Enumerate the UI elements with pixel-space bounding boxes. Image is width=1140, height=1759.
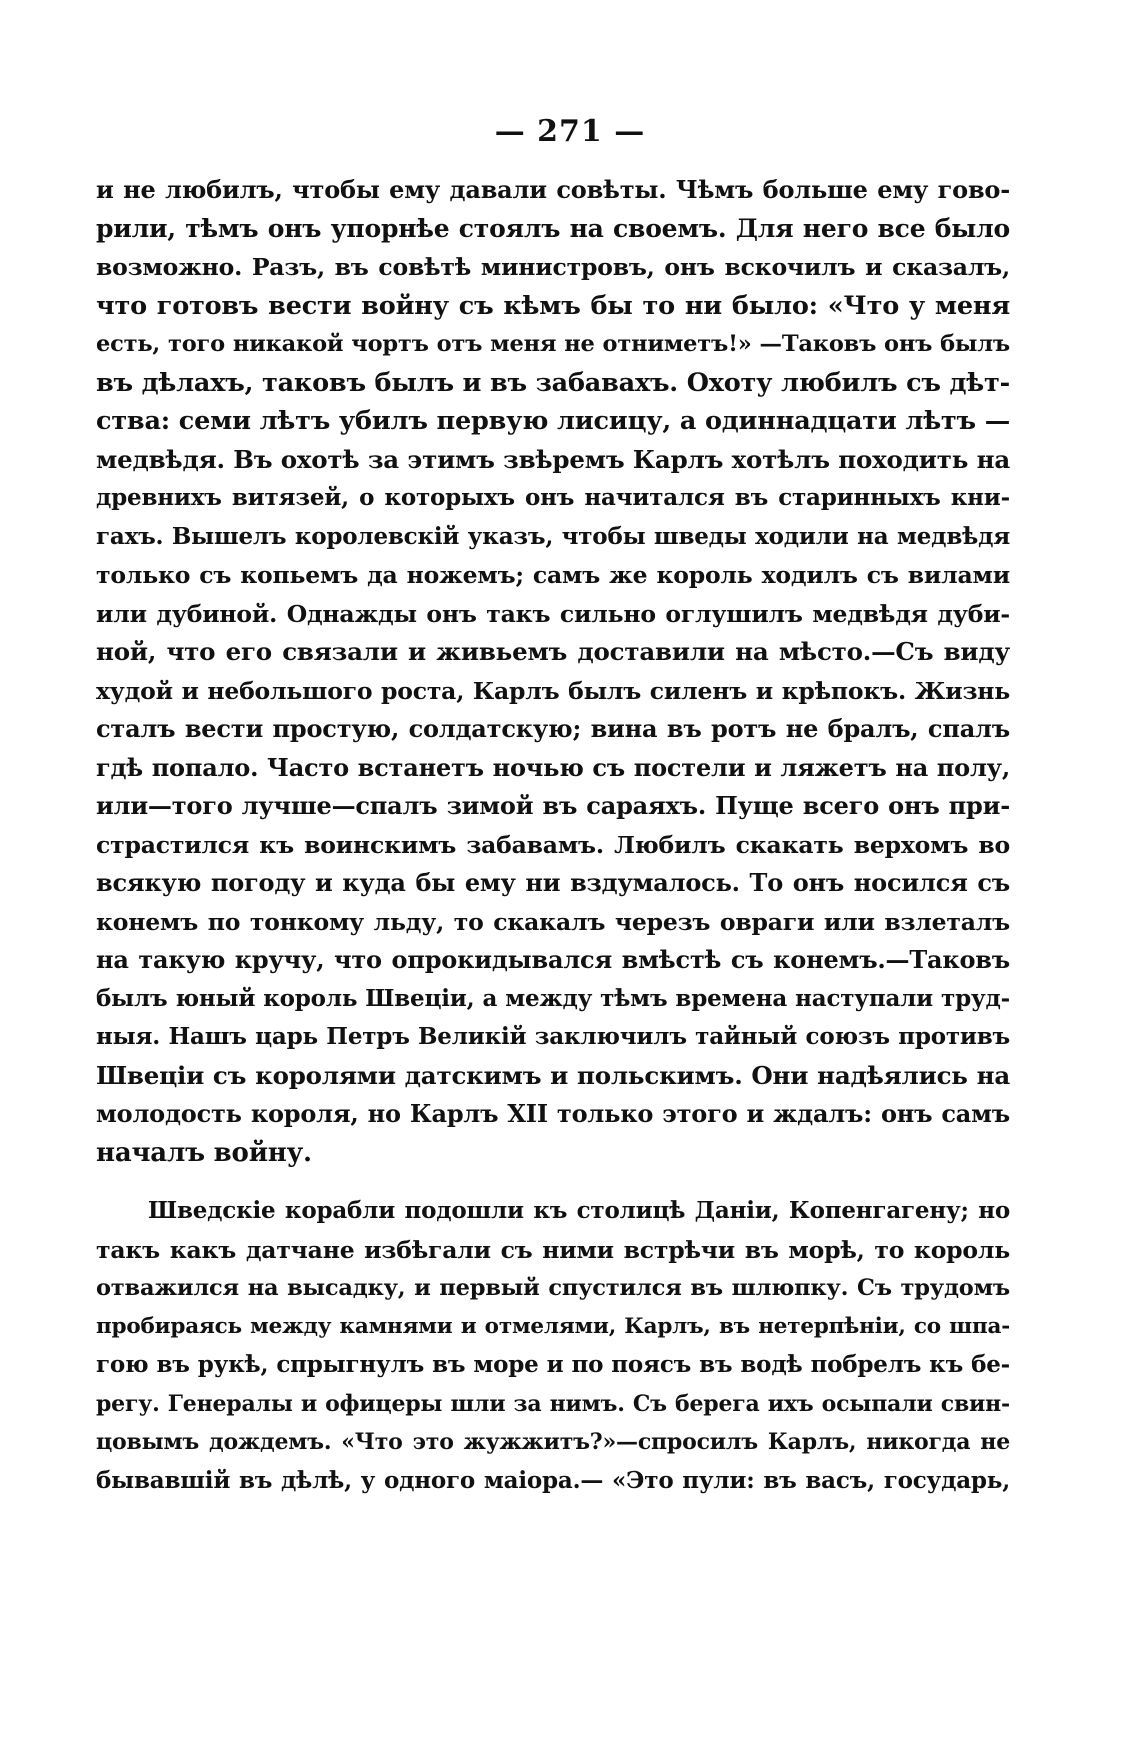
text-line: страстился къ воинскимъ забавамъ. Любилъ скакать верхомъ во <box>96 830 1010 859</box>
text-line: древнихъ витязей, о которыхъ онъ начитался въ старинныхъ кни- <box>96 484 1010 511</box>
text-line: только съ копьемъ да ножемъ; самъ же король ходилъ съ вилами <box>96 561 1010 589</box>
text-line: цовымъ дождемъ. «Что это жужжитъ?»—спросилъ Карлъ, никогда не <box>96 1429 1010 1455</box>
text-line: отважился на высадку, и первый спустился въ шлюпку. Съ трудомъ <box>96 1275 1010 1301</box>
text-line: бывавшій въ дѣлѣ, у одного маіора.— «Это пули: въ васъ, государь, <box>96 1466 1010 1494</box>
text-line: ной, что его связали и живьемъ доставили на мѣсто.—Съ виду <box>96 637 1010 666</box>
text-line: конемъ по тонкому льду, то скакалъ черезъ овраги или взлеталъ <box>96 907 1010 936</box>
text-line: Швеціи съ королями датскимъ и польскимъ. Они надѣялись на <box>96 1060 1010 1090</box>
page-number: — 271 — <box>494 114 646 149</box>
text-line: ства: семи лѣтъ убилъ первую лисицу, а одиннадцати лѣтъ — <box>96 406 1010 436</box>
text-line: или дубиной. Однажды онъ такъ сильно оглушилъ медвѣдя дуби- <box>96 599 1010 628</box>
text-line: медвѣдя. Въ охотѣ за этимъ звѣремъ Карлъ хотѣлъ походить на <box>96 444 1010 474</box>
text-line: что готовъ вести войну съ кѣмъ бы то ни было: «Что у меня <box>96 290 1010 321</box>
text-line: ныя. Нашъ царь Петръ Великій заключилъ тайный союзъ противъ <box>96 1023 1010 1050</box>
text-line: сталъ вести простую, солдатскую; вина въ ротъ не бралъ, спалъ <box>96 714 1010 743</box>
text-line: на такую кручу, что опрокидывался вмѣстѣ съ конемъ.—Таковъ <box>96 945 1010 974</box>
text-line: пробираясь между камнями и отмелями, Карлъ, въ нетерпѣніи, со шпа- <box>96 1313 1010 1339</box>
text-line: молодость короля, но Карлъ XII только этого и ждалъ: онъ самъ <box>96 1099 1010 1128</box>
text-line: гахъ. Вышелъ королевскій указъ, чтобы шведы ходили на медвѣдя <box>96 522 1010 550</box>
text-line: регу. Генералы и офицеры шли за нимъ. Съ берега ихъ осыпали свин- <box>96 1390 1010 1417</box>
paragraph-2 <box>96 1192 1010 1500</box>
text-line: худой и небольшого роста, Карлъ былъ силенъ и крѣпокъ. Жизнь <box>96 676 1010 705</box>
text-line: возможно. Разъ, въ совѣтѣ министровъ, онъ вскочилъ и сказалъ, <box>96 253 1010 281</box>
text-line: рили, тѣмъ онъ упорнѣе стоялъ на своемъ. Для него все было <box>96 213 1010 243</box>
text-line: гою въ рукѣ, спрыгнулъ въ море и по поясъ въ водѣ побрелъ къ бе- <box>96 1351 1010 1378</box>
text-line: началъ войну. <box>96 1137 312 1168</box>
paragraph-gap <box>96 1172 1010 1192</box>
text-line: и не любилъ, чтобы ему давали совѣты. Чѣмъ больше ему гово- <box>96 175 1010 204</box>
text-line: Шведскіе корабли подошли къ столицѣ Даніи, Копенгагену; но <box>148 1197 1010 1224</box>
text-line: всякую погоду и куда бы ему ни вздумалось. То онъ носился съ <box>96 868 1010 897</box>
text-line: въ дѣлахъ, таковъ былъ и въ забавахъ. Охоту любилъ съ дѣт- <box>96 367 1010 398</box>
text-line: былъ юный король Швеціи, а между тѣмъ времена наступали труд- <box>96 984 1010 1012</box>
text-line: гдѣ попало. Часто встанетъ ночью съ постели и ляжетъ на полу, <box>96 752 1010 782</box>
paragraph-1 <box>96 171 1010 1172</box>
body-text <box>96 171 1010 1500</box>
text-line: такъ какъ датчане избѣгали съ ними встрѣчи въ морѣ, то король <box>96 1235 1010 1264</box>
text-line: или—того лучше—спалъ зимой въ сараяхъ. Пуще всего онъ при- <box>96 791 1010 820</box>
text-line: есть, того никакой чортъ отъ меня не отниметъ!» —Таковъ онъ былъ <box>96 331 1010 357</box>
